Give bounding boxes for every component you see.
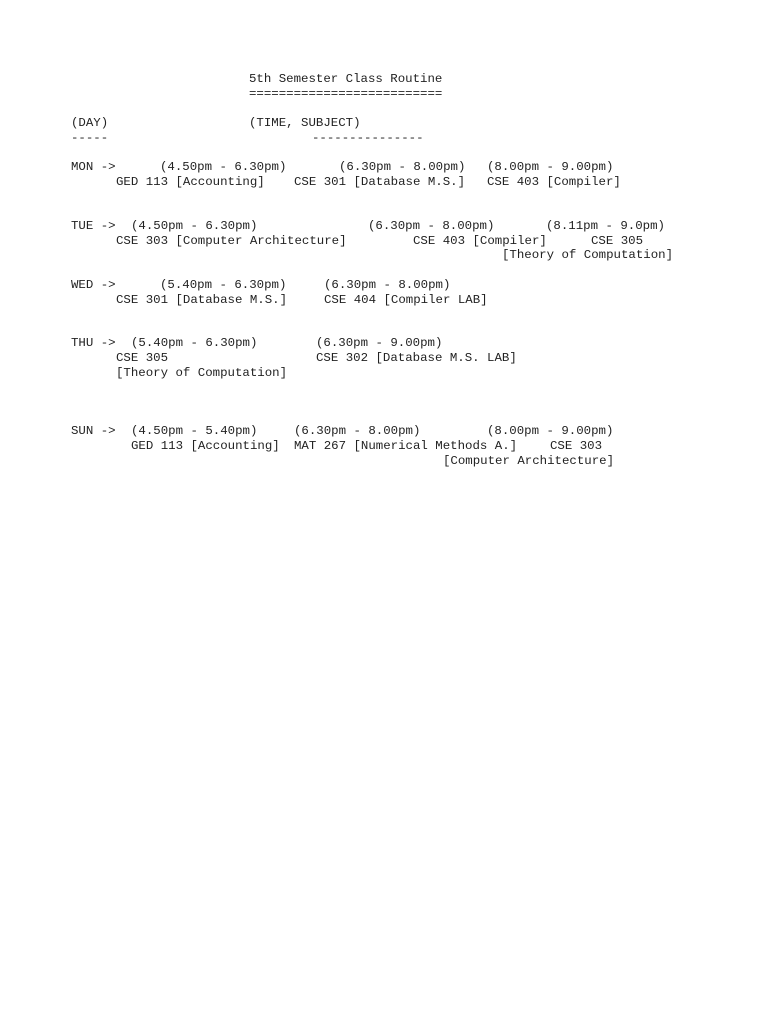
day-label-sun: SUN -> [71,424,116,438]
sun-slot-2-time: (6.30pm - 8.00pm) [294,424,421,438]
thu-slot-1-time: (5.40pm - 6.30pm) [131,336,258,350]
thu-slot-2-time: (6.30pm - 9.00pm) [316,336,443,350]
day-label-mon: MON -> [71,160,116,174]
wed-slot-1-time: (5.40pm - 6.30pm) [160,278,287,292]
tue-slot-1-time: (4.50pm - 6.30pm) [131,219,258,233]
day-label-tue: TUE -> [71,219,116,233]
sun-slot-3-subject: CSE 303 [550,439,603,453]
sun-slot-2-subject: MAT 267 [Numerical Methods A.] [294,439,518,453]
day-label-wed: WED -> [71,278,116,292]
mon-slot-1-subject: GED 113 [Accounting] [116,175,265,189]
thu-slot-1-subject-line2: [Theory of Computation] [116,366,288,380]
sun-slot-3-time: (8.00pm - 9.00pm) [487,424,614,438]
title-underline: ========================== [249,87,443,101]
page-title: 5th Semester Class Routine [249,72,443,86]
day-column-header: (DAY) [71,116,109,130]
tue-slot-2-time: (6.30pm - 8.00pm) [368,219,495,233]
time-subject-column-header: (TIME, SUBJECT) [249,116,361,130]
tue-slot-2-subject: CSE 403 [Compiler] [413,234,547,248]
mon-slot-1-time: (4.50pm - 6.30pm) [160,160,287,174]
time-header-underline: --------------- [312,131,424,145]
mon-slot-3-time: (8.00pm - 9.00pm) [487,160,614,174]
wed-slot-2-time: (6.30pm - 8.00pm) [324,278,451,292]
wed-slot-2-subject: CSE 404 [Compiler LAB] [324,293,488,307]
thu-slot-1-subject: CSE 305 [116,351,169,365]
tue-slot-3-subject: CSE 305 [591,234,644,248]
wed-slot-1-subject: CSE 301 [Database M.S.] [116,293,288,307]
sun-slot-1-subject: GED 113 [Accounting] [131,439,280,453]
day-header-underline: ----- [71,131,109,145]
mon-slot-2-subject: CSE 301 [Database M.S.] [294,175,466,189]
thu-slot-2-subject: CSE 302 [Database M.S. LAB] [316,351,517,365]
day-label-thu: THU -> [71,336,116,350]
sun-slot-3-subject-line2: [Computer Architecture] [443,454,615,468]
sun-slot-1-time: (4.50pm - 5.40pm) [131,424,258,438]
tue-slot-3-subject-line2: [Theory of Computation] [502,248,674,262]
tue-slot-1-subject: CSE 303 [Computer Architecture] [116,234,347,248]
mon-slot-3-subject: CSE 403 [Compiler] [487,175,621,189]
tue-slot-3-time: (8.11pm - 9.0pm) [546,219,665,233]
mon-slot-2-time: (6.30pm - 8.00pm) [339,160,466,174]
